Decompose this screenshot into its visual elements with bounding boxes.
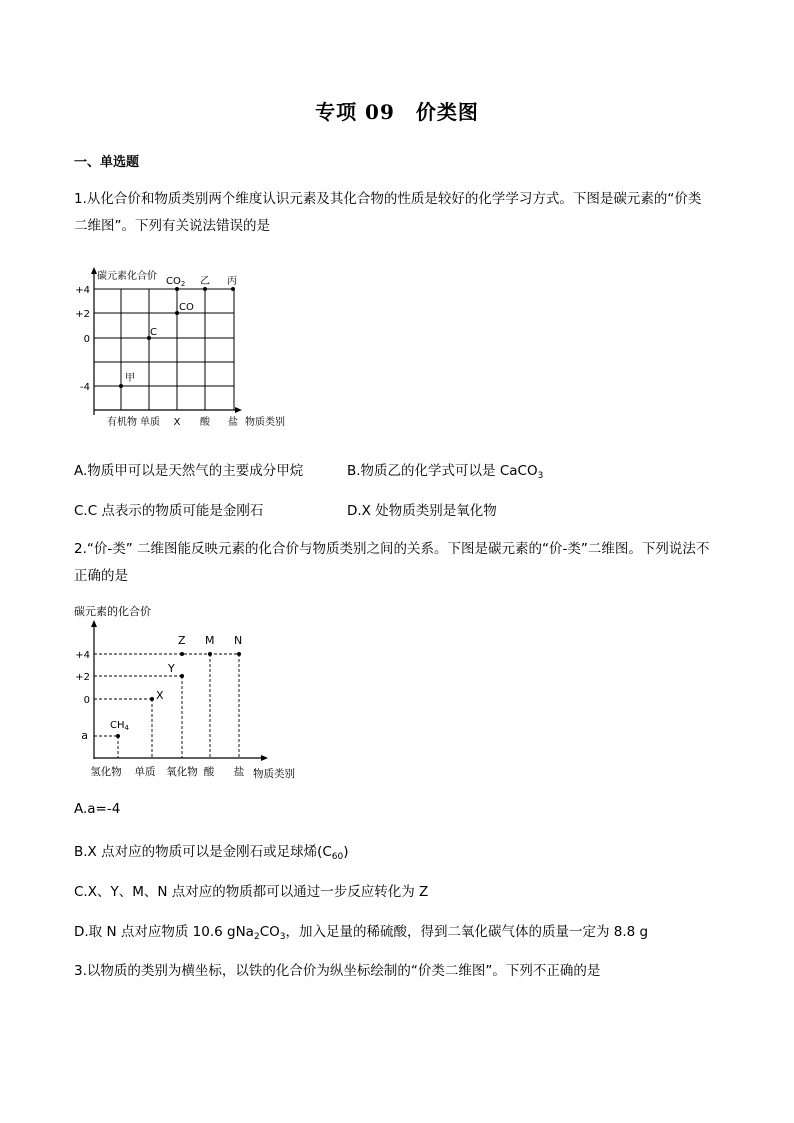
q1-x-label: 物质类别: [245, 417, 285, 428]
q2-xtick-4: 酸: [203, 766, 215, 778]
q1-option-b: B.物质乙的化学式可以是 CaCO$_3$: [347, 463, 544, 481]
q1-stem-line2: 二维图”。下列有关说法错误的是: [74, 218, 270, 234]
q2-ytick-p4: +4: [75, 650, 90, 661]
q2-xtick-1: 氢化物: [90, 766, 122, 778]
q2-point-n: [237, 652, 241, 656]
q1-xtick-1: 有机物: [107, 417, 137, 428]
q1-ytick-0: 0: [83, 334, 90, 345]
q2-chart: [72, 603, 312, 783]
q1-point-co2: [175, 287, 179, 291]
q2-point-z: [180, 652, 184, 656]
q1-option-c: C.C 点表示的物质可能是金刚石: [74, 503, 264, 519]
q1-xtick-4: 酸: [200, 417, 210, 428]
q1-xtick-2: 单质: [140, 417, 160, 428]
q2-option-c: C.X、Y、M、N 点对应的物质都可以通过一步反应转化为 Z: [74, 884, 429, 900]
q2-label-n: N: [234, 634, 243, 647]
q3-stem-line1: 3.以物质的类别为横坐标，以铁的化合价为纵坐标绘制的“价类二维图”。下列不正确的是: [74, 963, 601, 979]
q1-chart: [72, 265, 312, 433]
q1-label-co: CO: [179, 302, 194, 313]
q1-chart-grid: [94, 289, 234, 410]
q1-point-yi: [203, 287, 207, 291]
q1-label-c: C: [150, 327, 157, 338]
q2-ytick-0: 0: [83, 695, 90, 706]
q1-label-yi: 乙: [200, 276, 210, 287]
q1-x-arrow: [235, 407, 242, 413]
q2-xtick-2: 单质: [134, 766, 156, 778]
q2-point-m: [208, 652, 212, 656]
q2-xtick-5: 盐: [233, 766, 245, 778]
q1-label-co2: $CO_2$: [166, 276, 186, 288]
q2-label-m: M: [205, 634, 215, 647]
q2-stem-line1: 2.“价-类” 二维图能反映元素的化合价与物质类别之间的关系。下图是碳元素的“价-类”二维图。下列说法不: [74, 541, 710, 557]
q1-ytick-p4: +4: [75, 285, 90, 296]
q1-label-jia: 甲: [125, 373, 135, 384]
q1-option-a: A.物质甲可以是天然气的主要成分甲烷: [74, 463, 304, 479]
q2-option-a: A.a=-4: [74, 801, 121, 817]
q1-label-bing: 丙: [227, 276, 237, 287]
q2-x-label: 物质类别: [253, 768, 295, 780]
q1-point-bing: [231, 287, 235, 291]
q1-point-jia: [119, 384, 123, 388]
q2-xtick-3: 氧化物: [166, 766, 198, 778]
q1-xtick-3: X: [173, 417, 181, 428]
q2-x-arrow: [261, 755, 268, 761]
q1-ytick-p2: +2: [75, 309, 90, 320]
q1-stem-line1: 1.从化合价和物质类别两个维度认识元素及其化合物的性质是较好的化学学习方式。下图是碳元素的“价类: [74, 191, 702, 207]
q1-option-d: D.X 处物质类别是氧化物: [347, 503, 497, 519]
q2-guides: [94, 654, 239, 758]
q2-label-ch4: $CH_4$: [110, 720, 129, 732]
q1-ytick-m4: -4: [80, 382, 90, 393]
q2-y-arrow: [91, 620, 97, 627]
q2-option-b: B.X 点对应的物质可以是金刚石或足球烯$(C_{60})$: [74, 844, 349, 862]
q2-ytick-p2: +2: [75, 672, 90, 683]
q2-stem-line2: 正确的是: [74, 568, 128, 584]
q2-label-z: Z: [178, 634, 186, 647]
q2-ytick-a: a: [81, 729, 88, 742]
q2-label-x: X: [156, 689, 164, 702]
q1-xtick-5: 盐: [228, 417, 238, 428]
section-heading: 一、单选题: [74, 155, 140, 170]
q1-y-label: 碳元素化合价: [97, 271, 157, 282]
page-title: 专项 09 价类图: [315, 100, 479, 124]
q2-point-x: [150, 697, 154, 701]
q2-option-d: D.取 N 点对应物质 10.6 $gNa_2CO_3$，加入足量的稀硫酸，得到二氧化碳气体的质量一定为 8.8 g: [74, 924, 649, 942]
q2-point-y: [180, 674, 184, 678]
q2-y-label: 碳元素的化合价: [74, 605, 151, 618]
q2-point-ch4: [116, 734, 120, 738]
q2-label-y: Y: [168, 662, 175, 675]
